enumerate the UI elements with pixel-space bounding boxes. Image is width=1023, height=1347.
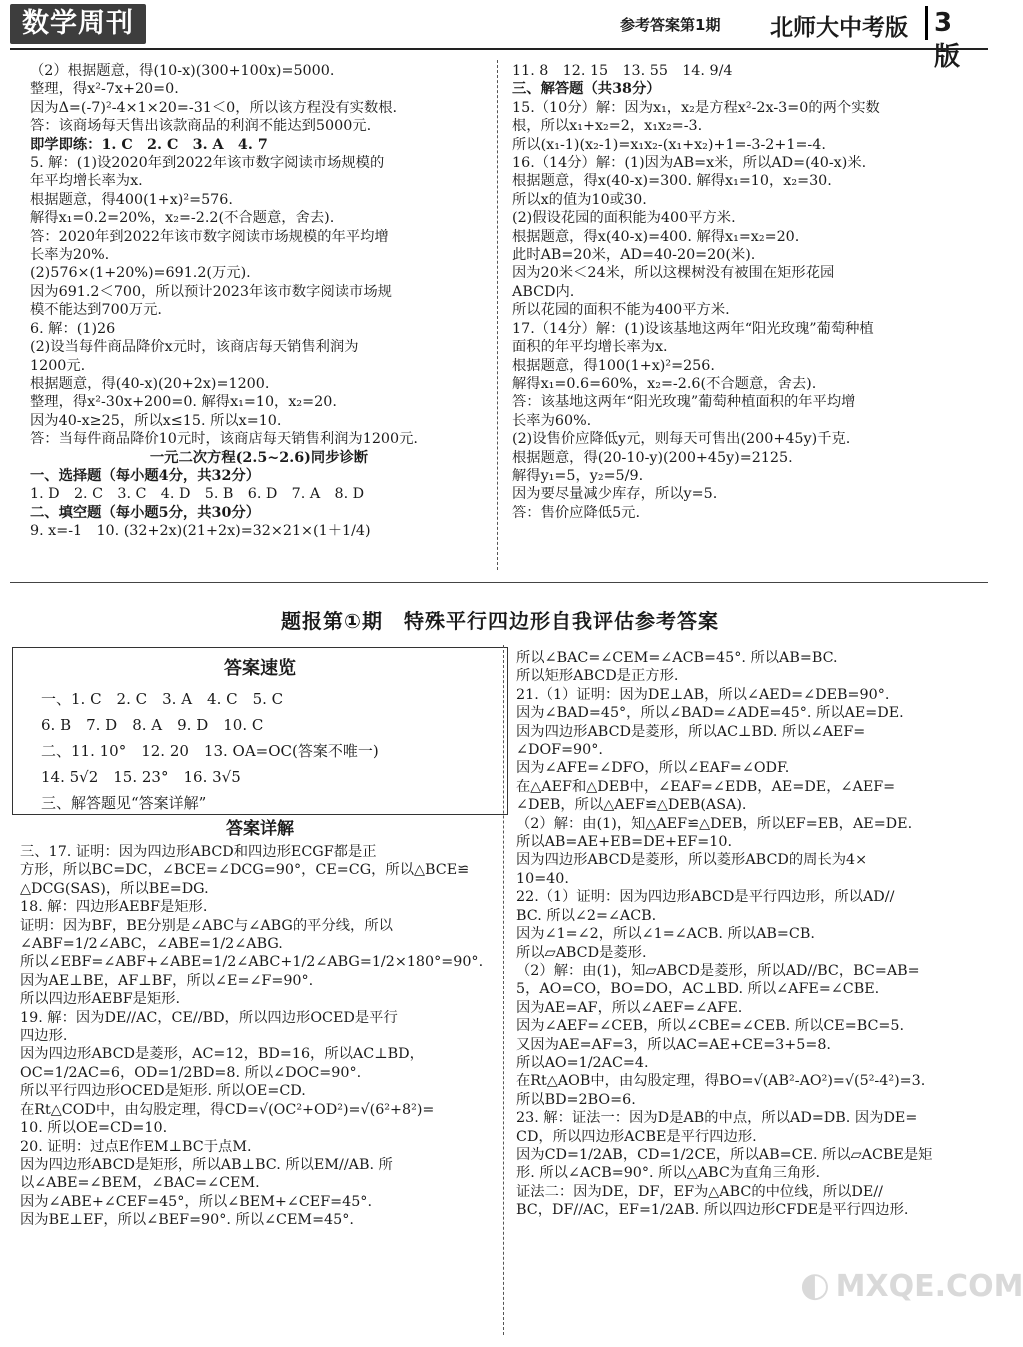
text-line: 面积的年平均增长率为x. — [512, 339, 668, 356]
text-line: (2)设售价应降低y元，则每天可售出(200+45y)千克. — [512, 431, 851, 448]
text-line: 年平均增长率为x. — [30, 173, 143, 190]
answer-overview-title: 答案速览 — [224, 658, 296, 679]
text-line: 因为20米＜24米，所以这棵树没有被围在矩形花园 — [512, 265, 835, 282]
text-line: 因为要尽量减少库存，所以y=5. — [512, 486, 718, 503]
text-line: 5. 解：(1)设2020年到2022年该市数字阅读市场规模的 — [30, 155, 385, 172]
top-right-column — [512, 62, 982, 522]
text-line: 因为∠1=∠2，所以∠1=∠ACB. 所以AB=CB. — [516, 926, 815, 943]
text-line: OC=1/2AC=6，OD=1/2BD=8. 所以∠DOC=90°. — [20, 1064, 362, 1081]
text-line: 即学即练：1. C 2. C 3. A 4. 7 — [30, 136, 268, 153]
text-line: 证法二：因为DE，DF，EF为△ABC的中位线，所以DE// — [516, 1183, 883, 1200]
top-left-column — [30, 62, 488, 541]
text-line: 根据题意，得(20-10-y)(200+45y)=2125. — [512, 449, 793, 466]
text-line: 6. 解：(1)26 — [30, 320, 116, 337]
text-line: 证明：因为BF，BE分别是∠ABC与∠ABG的平分线，所以 — [20, 917, 393, 934]
text-line: 二、11. 10° 12. 20 13. OA=OC(答案不唯一) — [41, 742, 379, 760]
text-line: 长率为20%. — [30, 247, 110, 264]
text-line: BC. 所以∠2=∠ACB. — [516, 907, 657, 924]
text-line: 所以四边形AEBF是矩形. — [20, 991, 181, 1008]
text-line: 答：该基地这两年“阳光玫瑰”葡萄种植面积的年平均增 — [512, 394, 856, 411]
bottom-right-column — [516, 649, 984, 1220]
text-line: (2)设当每件商品降价x元时，该商店每天销售利润为 — [30, 339, 359, 356]
text-line: (2)576×(1+20%)=691.2(万元). — [30, 265, 251, 282]
text-line: 所以AO=1/2AC=4. — [516, 1054, 649, 1071]
section-banner: 题报第①期 特殊平行四边形自我评估参考答案 — [281, 609, 719, 633]
text-line: 1. D 2. C 3. C 4. D 5. B 6. D 7. A 8. D — [30, 486, 365, 503]
text-line: 20. 证明：过点E作EM⊥BC于点M. — [20, 1138, 252, 1155]
header-rule — [10, 48, 988, 50]
text-line: 答：该商场每天售出该款商品的利润不能达到5000元. — [30, 118, 372, 135]
text-line: 以∠ABE=∠BEM，∠BAC=∠CEM. — [20, 1175, 260, 1192]
text-line: 因为Δ=(-7)²-4×1×20=-31＜0，所以该方程没有实数根. — [30, 99, 398, 116]
text-line: 根据题意，得x(40-x)=300. 解得x₁=10，x₂=30. — [512, 173, 832, 190]
text-line: 所以x的值为10或30. — [512, 191, 647, 208]
section-heading: 一元二次方程(2.5~2.6)同步诊断 — [149, 449, 369, 466]
section-rule — [10, 582, 988, 583]
text-line: CD，所以四边形ACBE是平行四边形. — [516, 1128, 757, 1145]
text-line: 因为40-x≥25，所以x≤15. 所以x=10. — [30, 412, 282, 429]
column-divider-top — [497, 60, 498, 570]
text-line: 解得x₁=0.2=20%，x₂=-2.2(不合题意，舍去). — [30, 210, 335, 227]
brand-logo: 数学周刊 — [10, 4, 146, 44]
text-line: (2)假设花园的面积能为400平方米. — [512, 210, 736, 227]
text-line: 所以(x₁-1)(x₂-1)=x₁x₂-(x₁+x₂)+1=-3-2+1=-4. — [512, 136, 826, 153]
text-line: △DCG(SAS)，所以BE=DG. — [20, 880, 209, 897]
text-line: 在Rt△COD中，由勾股定理，得CD=√(OC²+OD²)=√(6²+8²)= — [20, 1101, 435, 1118]
text-line: 根据题意，得x(40-x)=400. 解得x₁=x₂=20. — [512, 228, 800, 245]
text-line: 根据题意，得100(1+x)²=256. — [512, 357, 715, 374]
text-line: 14. 5√2 15. 23° 16. 3√5 — [41, 768, 241, 786]
text-line: 因为691.2＜700，所以预计2023年该市数字阅读市场规 — [30, 283, 392, 300]
text-line: 22.（1）证明：因为四边形ABCD是平行四边形，所以AD// — [516, 889, 895, 906]
text-line: ∠DEB，所以△AEF≌△DEB(ASA). — [516, 797, 747, 814]
text-line: 所以▱ABCD是菱形. — [516, 944, 647, 961]
text-line: 因为∠BAD=45°，所以∠BAD=∠ADE=45°. 所以AE=DE. — [516, 705, 904, 722]
text-line: 又因为AE=AF=3，所以AC=AE+CE=3+5=8. — [516, 1036, 831, 1053]
text-line: 因为BE⊥EF，所以∠BEF=90°. 所以∠CEM=45°. — [20, 1212, 354, 1229]
text-line: 一、1. C 2. C 3. A 4. C 5. C — [41, 690, 284, 708]
text-line: 长率为60%. — [512, 412, 592, 429]
text-line: 一、选择题（每小题4分，共32分） — [30, 467, 260, 484]
text-line: 整理，得x²-7x+20=0. — [30, 81, 179, 98]
text-line: 因为AE⊥BE，AF⊥BF，所以∠E=∠F=90°. — [20, 972, 314, 989]
text-line: 16.（14分）解：(1)因为AB=x米，所以AD=(40-x)米. — [512, 155, 867, 172]
text-line: 所以花园的面积不能为400平方米. — [512, 302, 730, 319]
text-line: BC，DF//AC，EF=1/2AB. 所以四边形CFDE是平行四边形. — [516, 1202, 909, 1219]
text-line: 答：2020年到2022年该市数字阅读市场规模的年平均增 — [30, 228, 389, 245]
text-line: （2）解：由(1)，知△AEF≌△DEB，所以EF=EB，AE=DE. — [516, 815, 913, 832]
watermark-icon: ◐ — [800, 1265, 830, 1305]
answer-overview-box — [12, 647, 508, 815]
text-line: 所以BD=2BO=6. — [516, 1091, 636, 1108]
edition-label: 北师大中考版 — [770, 15, 908, 41]
text-line: 因为∠ABE+∠CEF=45°，所以∠BEM+∠CEF=45°. — [20, 1193, 372, 1210]
issue-label: 参考答案第1期 — [620, 16, 721, 34]
text-line: 19. 解：因为DE//AC，CE//BD，所以四边形OCED是平行 — [20, 1009, 398, 1026]
bottom-left-column — [20, 843, 490, 1230]
text-line: 所以平行四边形OCED是矩形. 所以OE=CD. — [20, 1083, 306, 1100]
text-line: 二、填空题（每小题5分，共30分） — [30, 504, 260, 521]
text-line: 因为AE=AF，所以∠AEF=∠AFE. — [516, 999, 743, 1016]
text-line: 根，所以x₁+x₂=2，x₁x₂=-3. — [512, 118, 703, 135]
text-line: 答：售价应降低5元. — [512, 504, 641, 521]
text-line: 23. 解：证法一：因为D是AB的中点，所以AD=DB. 因为DE= — [516, 1110, 918, 1127]
text-line: 答：当每件商品降价10元时，该商店每天销售利润为1200元. — [30, 431, 418, 448]
text-line: 10=40. — [516, 870, 569, 887]
text-line: ABCD内. — [512, 283, 575, 300]
text-line: 因为∠AFE=∠DFO，所以∠EAF=∠ODF. — [516, 760, 790, 777]
detail-title-wrap — [12, 820, 508, 838]
text-line: 解得y₁=5，y₂=5/9. — [512, 467, 644, 484]
detail-title: 答案详解 — [226, 819, 294, 839]
text-line: ∠DOF=90°. — [516, 742, 603, 759]
text-line: 因为四边形ABCD是菱形，所以AC⊥BD. 所以∠AEF= — [516, 723, 866, 740]
text-line: 9. x=-1 10. (32+2x)(21+2x)=32×21×(1＋1/4) — [30, 523, 371, 540]
text-line: 21.（1）证明：因为DE⊥AB，所以∠AED=∠DEB=90°. — [516, 686, 890, 703]
text-line: 因为四边形ABCD是菱形，所以菱形ABCD的周长为4× — [516, 852, 868, 869]
text-line: 6. B 7. D 8. A 9. D 10. C — [41, 716, 264, 734]
text-line: 11. 8 12. 15 13. 55 14. 9/4 — [512, 63, 733, 79]
text-line: 1200元. — [30, 357, 86, 374]
text-line: ∠ABF=1/2∠ABC，∠ABE=1/2∠ABG. — [20, 936, 283, 953]
text-line: 17.（14分）解：(1)设该基地这两年“阳光玫瑰”葡萄种植 — [512, 320, 874, 337]
text-line: 三、17. 证明：因为四边形ABCD和四边形ECGF都是正 — [20, 844, 377, 860]
text-line: 因为CD=1/2AB，CD=1/2CE，所以AB=CE. 所以▱ACBE是矩 — [516, 1146, 933, 1163]
text-line: 因为∠AEF=∠CEB，所以∠CBE=∠CEB. 所以CE=BC=5. — [516, 1018, 905, 1035]
text-line: 所以AB=AE+EB=DE+EF=10. — [516, 834, 733, 851]
text-line: 解得x₁=0.6=60%，x₂=-2.6(不合题意，舍去). — [512, 375, 817, 392]
column-divider-bottom — [503, 645, 504, 1335]
text-line: 三、解答题见“答案详解” — [41, 794, 207, 812]
watermark — [800, 1265, 1023, 1335]
text-line: 四边形. — [20, 1028, 68, 1045]
text-line: 方形，所以BC=DC，∠BCE=∠DCG=90°，CE=CG，所以△BCE≌ — [20, 862, 470, 879]
text-line: 18. 解：四边形AEBF是矩形. — [20, 899, 208, 916]
text-line: 整理，得x²-30x+200=0. 解得x₁=10，x₂=20. — [30, 394, 337, 411]
text-line: 5，AO=CO，BO=DO，AC⊥BD. 所以∠AFE=∠CBE. — [516, 981, 880, 998]
text-line: （2）根据题意，得(10-x)(300+100x)=5000. — [30, 63, 335, 79]
page-number: 3版 — [925, 6, 977, 40]
text-line: 因为四边形ABCD是矩形，所以AB⊥BC. 所以EM//AB. 所 — [20, 1156, 393, 1173]
text-line: 模不能达到700万元. — [30, 302, 162, 319]
text-line: 15.（10分）解：因为x₁，x₂是方程x²-2x-3=0的两个实数 — [512, 99, 880, 116]
text-line: 此时AB=20米，AD=40-20=20(米). — [512, 247, 756, 264]
text-line: 因为四边形ABCD是菱形，AC=12，BD=16，所以AC⊥BD， — [20, 1046, 424, 1063]
text-line: （2）解：由(1)，知▱ABCD是菱形，所以AD//BC，BC=AB= — [516, 962, 920, 979]
text-line: 根据题意，得(40-x)(20+2x)=1200. — [30, 375, 270, 392]
text-line: 所以矩形ABCD是正方形. — [516, 668, 679, 685]
text-line: 10. 所以OE=CD=10. — [20, 1120, 168, 1137]
watermark-text: MXQE.COM — [835, 1269, 1023, 1304]
text-line: 所以∠EBF=∠ABF+∠ABE=1/2∠ABC+1/2∠ABG=1/2×180°=90°. — [20, 954, 484, 971]
text-line: 在Rt△AOB中，由勾股定理，得BO=√(AB²-AO²)=√(5²-4²)=3. — [516, 1073, 926, 1090]
text-line: 根据题意，得400(1+x)²=576. — [30, 191, 233, 208]
text-line: 三、解答题（共38分） — [512, 81, 661, 98]
answer-overview-lines — [41, 686, 479, 816]
text-line: 所以∠BAC=∠CEM=∠ACB=45°. 所以AB=BC. — [516, 650, 838, 666]
text-line: 在△AEF和△DEB中，∠EAF=∠EDB，AE=DE，∠AEF= — [516, 778, 896, 795]
text-line: 形. 所以∠ACB=90°. 所以△ABC为直角三角形. — [516, 1165, 821, 1182]
